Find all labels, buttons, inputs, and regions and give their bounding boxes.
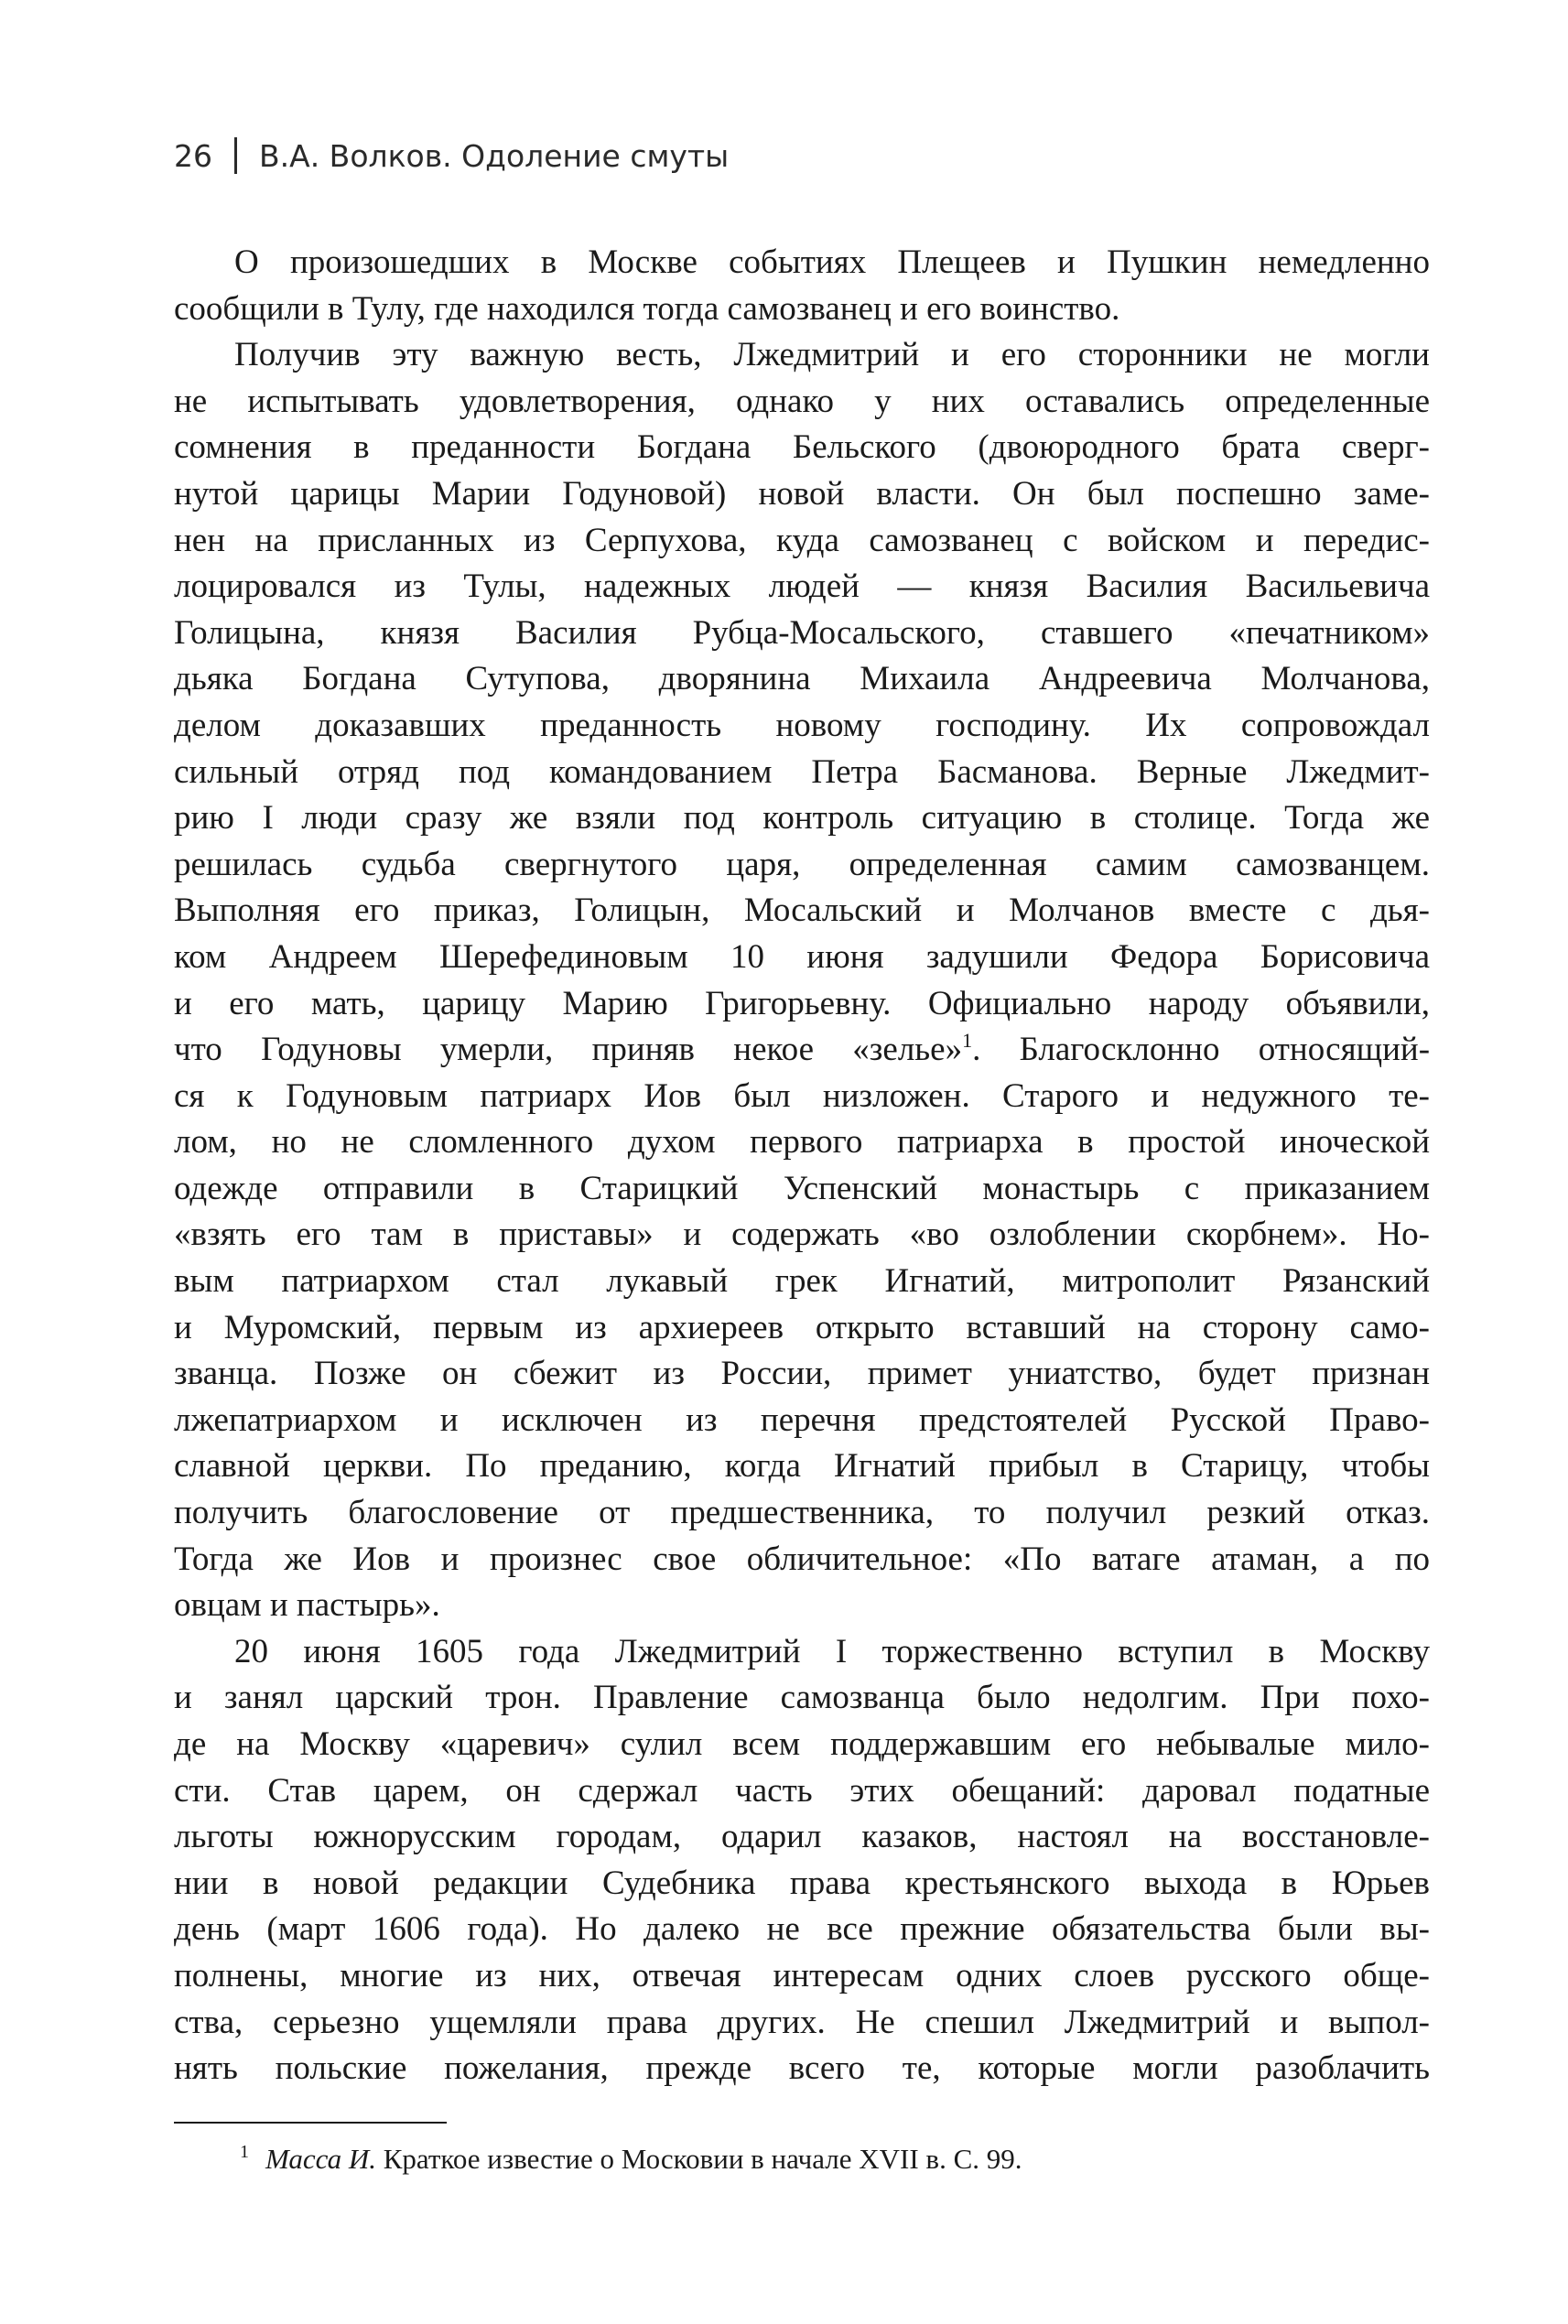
text-line: [174, 564, 1430, 611]
text-line-content: сомнения в преданности Богдана Бельского (двоюродного брата сверг-: [174, 428, 1430, 467]
text-line: [174, 1907, 1430, 1953]
text-line: [174, 286, 1430, 333]
text-line: [174, 425, 1430, 471]
footnote-rule: [174, 2122, 447, 2124]
text-line: [174, 656, 1430, 703]
text-line-content: делом доказавших преданность новому господину. Их сопровождал: [174, 706, 1430, 744]
text-line-content: лжепатриархом и исключен из перечня предстоятелей Русской Право-: [174, 1400, 1430, 1439]
header-divider: [234, 137, 237, 174]
text-line-content: славной церкви. По преданию, когда Игнатий прибыл в Старицу, чтобы: [174, 1447, 1430, 1486]
text-line-continuation: . Благосклонно относящий-: [972, 1031, 1431, 1069]
text-line-content: сообщили в Тулу, где находился тогда самозванец и его воинство.: [174, 289, 1120, 328]
running-header: [174, 137, 729, 174]
text-line: [174, 1074, 1430, 1120]
text-line: [174, 1166, 1430, 1213]
text-line-content: 20 июня 1605 года Лжедмитрий I торжественно вступил в Москву: [234, 1632, 1430, 1670]
text-line-content: де на Москву «царевич» сулил всем поддержавшим его небывалые мило-: [174, 1725, 1430, 1763]
text-line: [174, 1259, 1430, 1305]
text-line: [174, 240, 1430, 286]
text-line: [174, 2000, 1430, 2047]
text-line-content: полнены, многие из них, отвечая интересам одних слоев русского обще-: [174, 1956, 1430, 1994]
text-line: [174, 1212, 1430, 1259]
text-line: [174, 750, 1430, 796]
text-line-content: Голицына, князя Василия Рубца-Мосальского, ставшего «печатником»: [174, 613, 1430, 652]
text-line: [174, 842, 1430, 889]
text-line-content: дьяка Богдана Сутупова, дворянина Михаила Андреевича Молчанова,: [174, 660, 1430, 698]
text-line: [174, 981, 1430, 1028]
text-line: [174, 1537, 1430, 1584]
text-line-content: день (март 1606 года). Но далеко не все прежние обязательства были вы-: [174, 1910, 1430, 1949]
text-line: [174, 1861, 1430, 1908]
text-line: [174, 1583, 1430, 1629]
text-line: [174, 1398, 1430, 1444]
text-line-content: и занял царский трон. Правление самозванца было недолгим. При похо-: [174, 1679, 1430, 1717]
text-line-content: решилась судьба свергнутого царя, определенная самим самозванцем.: [174, 845, 1430, 883]
footnote-number: 1: [240, 2142, 249, 2162]
text-line: [174, 1305, 1430, 1352]
text-line: [174, 379, 1430, 426]
text-line: [174, 935, 1430, 981]
text-line: [174, 1443, 1430, 1490]
text-line-content: получить благословение от предшественника, то получил резкий отказ.: [174, 1494, 1430, 1532]
text-line-content: рию I люди сразу же взяли под контроль ситуацию в столице. Тогда же: [174, 799, 1430, 838]
text-line-content: не испытывать удовлетворения, однако у них оставались определенные: [174, 382, 1430, 420]
text-line: [174, 518, 1430, 565]
text-line-content: званца. Позже он сбежит из России, примет униатство, будет признан: [174, 1355, 1430, 1393]
footnote: [240, 2142, 1022, 2176]
text-line: [174, 1119, 1430, 1166]
text-line: [174, 795, 1430, 842]
text-line: [174, 1722, 1430, 1768]
text-line-content: сти. Став царем, он сдержал часть этих обещаний: даровал податные: [174, 1771, 1430, 1810]
text-line-content: сильный отряд под командованием Петра Басманова. Верные Лжедмит-: [174, 752, 1430, 791]
text-line-content: Тогда же Иов и произнес свое обличительное: «По ватаге атаман, а по: [174, 1540, 1430, 1578]
text-line-content: Выполняя его приказ, Голицын, Мосальский и Молчанов вместе с дья-: [174, 892, 1430, 930]
text-line: [174, 703, 1430, 750]
text-line: [174, 1953, 1430, 2000]
text-line-content: нять польские пожелания, прежде всего те, которые могли разоблачить: [174, 2049, 1430, 2088]
text-line-content: ся к Годуновым патриарх Иов был низложен. Старого и недужного те-: [174, 1076, 1430, 1115]
text-line-content: нен на присланных из Серпухова, куда самозванец с войском и передис-: [174, 521, 1430, 559]
text-line: [174, 1490, 1430, 1537]
text-line: [174, 2046, 1430, 2092]
text-line: [174, 611, 1430, 657]
text-line: [174, 1027, 1430, 1074]
running-title: В.А. Волков. Одоление смуты: [259, 138, 730, 174]
text-line-content: ства, серьезно ущемляли права других. Не спешил Лжедмитрий и выпол-: [174, 2003, 1430, 2041]
text-line-content: и его мать, царицу Марию Григорьевну. Официально народу объявили,: [174, 984, 1430, 1022]
text-line: [174, 471, 1430, 518]
text-line-content: ком Андреем Шерефединовым 10 июня задушили Федора Борисовича: [174, 937, 1430, 976]
text-line-content: льготы южнорусским городам, одарил казаков, настоял на восстановле-: [174, 1818, 1430, 1856]
text-line-content: одежде отправили в Старицкий Успенский монастырь с приказанием: [174, 1169, 1430, 1207]
text-line: [174, 1629, 1430, 1676]
text-line-content: «взять его там в приставы» и содержать «во озлоблении скорбнем». Но-: [174, 1216, 1430, 1254]
text-line-content: овцам и пастырь».: [174, 1586, 440, 1625]
text-line-content: лом, но не сломленного духом первого патриарха в простой иноческой: [174, 1123, 1430, 1162]
text-line: [174, 332, 1430, 379]
text-line: [174, 1675, 1430, 1722]
text-line-content: Получив эту важную весть, Лжедмитрий и его сторонники не могли: [234, 336, 1430, 374]
text-line: [174, 1351, 1430, 1398]
footnote-text: Краткое известие о Московии в начале XVII в. С. 99.: [376, 2143, 1022, 2175]
body-text: [174, 240, 1430, 2092]
footnote-author: Масса И.: [265, 2143, 376, 2175]
page-number: 26: [174, 138, 212, 174]
text-line-content: что Годуновы умерли, приняв некое «зелье»: [174, 1031, 963, 1069]
text-line-content: нутой царицы Марии Годуновой) новой власти. Он был поспешно заме-: [174, 474, 1430, 513]
text-line-content: вым патриархом стал лукавый грек Игнатий, митрополит Рязанский: [174, 1262, 1430, 1301]
text-line-content: и Муромский, первым из архиереев открыто вставший на сторону само-: [174, 1308, 1430, 1346]
text-line-content: О произошедших в Москве событиях Плещеев и Пушкин немедленно: [234, 243, 1430, 281]
text-line: [174, 1814, 1430, 1861]
text-line-content: нии в новой редакции Судебника права крестьянского выхода в Юрьев: [174, 1864, 1430, 1902]
text-line: [174, 1768, 1430, 1815]
text-line: [174, 888, 1430, 935]
text-line-content: лоцировался из Тулы, надежных людей — князя Василия Васильевича: [174, 567, 1430, 606]
footnote-reference: 1: [962, 1029, 973, 1053]
